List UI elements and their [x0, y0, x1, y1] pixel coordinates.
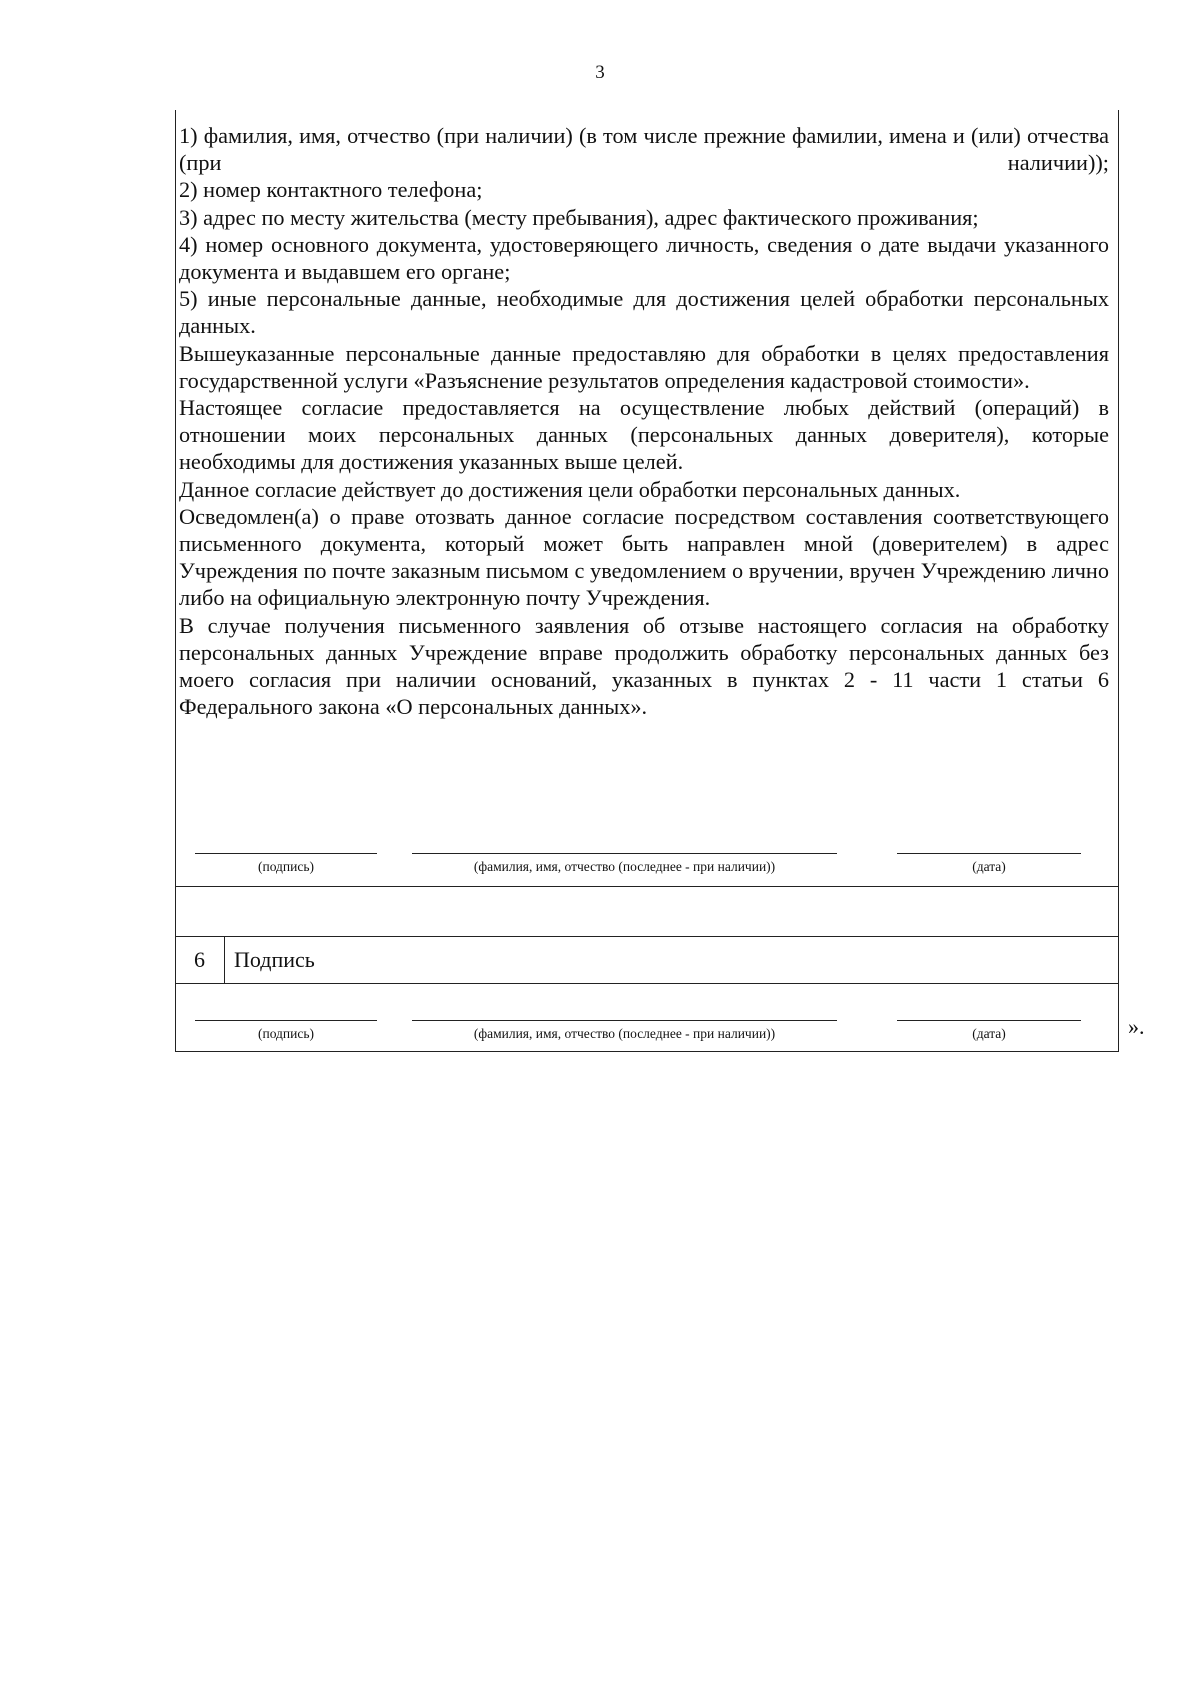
consent-text	[179, 122, 1109, 720]
consent-revocation-consequences: В случае получения письменного заявления об отзыве настоящего согласия на обработку персональных данных Учреждение вправе продолжить обработку персональных данных без моего согласия при наличии оснований, указанных в пунктах 2 - 11 части 1 статьи 6 Федерального закона «О персональных данных».	[179, 612, 1109, 720]
table-divider	[175, 983, 1119, 984]
full-name-field[interactable]	[412, 853, 837, 875]
full-name-line	[412, 1020, 837, 1021]
consent-item-other-data: 5) иные персональные данные, необходимые для достижения целей обработки персональных данных.	[179, 286, 1109, 339]
table-divider	[175, 886, 1119, 887]
table-divider	[175, 936, 1119, 937]
signature-caption: (подпись)	[257, 859, 315, 874]
signature-field[interactable]	[195, 1020, 377, 1042]
full-name-line	[412, 853, 837, 854]
consent-purpose: Вышеуказанные персональные данные предоставляю для обработки в целях предоставления государственной услуги «Разъяснение результатов определения кадастровой стоимости».	[179, 340, 1109, 393]
full-name-caption: (фамилия, имя, отчество (последнее - при наличии))	[473, 1026, 776, 1041]
consent-item-address: 3) адрес по месту жительства (месту пребывания), адрес фактического проживания;	[179, 204, 979, 230]
signature-caption: (подпись)	[257, 1026, 315, 1041]
full-name-field[interactable]	[412, 1020, 837, 1042]
date-line	[897, 1020, 1081, 1021]
row-number: 6	[175, 936, 225, 983]
consent-scope: Настоящее согласие предоставляется на осуществление любых действий (операций) в отношении моих персональных данных (персональных данных доверителя), которые необходимы для достижения указанных выше целей.	[179, 395, 1109, 475]
signature-line	[195, 1020, 377, 1021]
signature-field[interactable]	[195, 853, 377, 875]
date-field[interactable]	[897, 853, 1081, 875]
signature-block-consent	[175, 853, 1119, 889]
page-number: 3	[595, 62, 605, 83]
consent-validity: Данное согласие действует до достижения цели обработки персональных данных.	[179, 476, 961, 502]
signature-line	[195, 853, 377, 854]
signature-block-final	[175, 1020, 1119, 1056]
date-field[interactable]	[897, 1020, 1081, 1042]
consent-revocation: Осведомлен(а) о праве отозвать данное согласие посредством составления соответствующего письменного документа, который может быть направлен мной (доверителем) в адрес Учреждения по почте заказным письмом с уведомлением о вручении, вручен Учреждению лично либо на официальную электронную почту Учреждения.	[179, 503, 1109, 611]
closing-quote-mark: ».	[1128, 1014, 1145, 1039]
consent-item-id-document: 4) номер основного документа, удостоверяющего личность, сведения о дате выдачи указанного документа и выдавшем его органе;	[179, 231, 1109, 285]
consent-item-phone: 2) номер контактного телефона;	[179, 177, 483, 203]
date-caption: (дата)	[972, 1026, 1006, 1041]
consent-item-full-name: 1) фамилия, имя, отчество (при наличии) (в том числе прежние фамилии, имена и (или) отчества (при наличии));	[179, 123, 1109, 176]
row-label-signature: Подпись	[234, 947, 315, 972]
date-caption: (дата)	[972, 859, 1006, 874]
full-name-caption: (фамилия, имя, отчество (последнее - при наличии))	[473, 859, 776, 874]
date-line	[897, 853, 1081, 854]
